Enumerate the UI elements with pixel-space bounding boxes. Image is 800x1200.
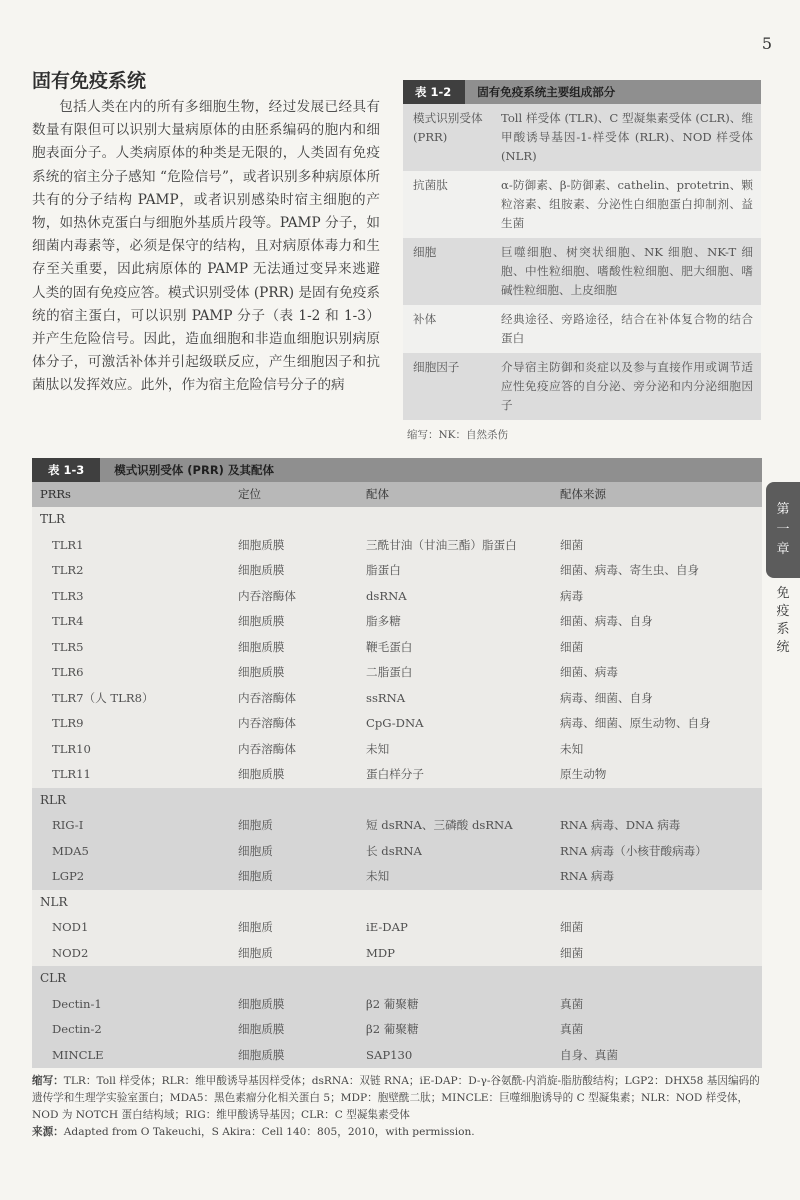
table-row: [32, 609, 762, 635]
table-1-2-header: [403, 80, 761, 104]
side-label-char: 系: [776, 622, 790, 637]
cell-prr: TLR1: [52, 537, 84, 552]
row-description: 经典途径、旁路途径，结合在补体复合物的结合蛋白: [501, 312, 753, 345]
cell-location: 细胞质: [238, 818, 273, 832]
cell-prr: TLR9: [52, 716, 84, 730]
table-row: [32, 558, 762, 584]
page-number: 5: [761, 34, 772, 53]
cell-ligand: dsRNA: [366, 588, 407, 603]
cell-ligand: ssRNA: [366, 690, 406, 705]
cell-location: 细胞质膜: [238, 537, 285, 552]
table-row: [32, 584, 762, 610]
table-row: [32, 635, 762, 661]
cell-ligand-source: 未知: [560, 741, 584, 756]
side-label-char: 疫: [776, 604, 790, 619]
cell-prr: TLR6: [52, 665, 84, 679]
cell-ligand-source: 细菌: [560, 639, 584, 654]
cell-location: 细胞质膜: [238, 1047, 285, 1062]
table-row: [32, 813, 762, 839]
cell-location: 细胞质膜: [238, 639, 285, 654]
cell-ligand-source: 细菌、病毒、自身: [560, 614, 653, 628]
cell-location: 细胞质: [238, 869, 273, 883]
table-row: [32, 1017, 762, 1043]
chapter-char: 第: [776, 502, 790, 517]
row-category: 细胞: [413, 245, 437, 259]
source-text: Adapted from O Takeuchi，S Akira：Cell 140：805，2010，with permission.: [63, 1126, 475, 1138]
cell-ligand: 二脂蛋白: [366, 665, 413, 679]
cell-ligand: CpG-DNA: [366, 716, 424, 730]
table-1-3-label: 表 1-3: [32, 458, 100, 482]
table-row: [32, 686, 762, 712]
row-description: α-防御素、β-防御素、cathelin、protetrin、颗粒溶素、组胺素、分泌性白细胞蛋白抑制剂、益生菌: [501, 178, 753, 230]
cell-ligand: iE-DAP: [366, 920, 408, 934]
cell-location: 细胞质膜: [238, 996, 285, 1011]
cell-ligand-source: 病毒: [560, 588, 584, 603]
group-name: CLR: [40, 971, 67, 985]
table-row: [32, 915, 762, 941]
table-1-3-header: [32, 458, 762, 482]
table-1-3-title: 模式识别受体 (PRR) 及其配体: [114, 463, 274, 477]
cell-prr: TLR10: [52, 741, 91, 756]
column-header-ligand: 配体: [366, 487, 389, 501]
table-group-nlr: [32, 890, 762, 967]
table-1-2-title: 固有免疫系统主要组成部分: [477, 85, 616, 99]
cell-ligand: β2 葡聚糖: [366, 996, 419, 1011]
cell-ligand: 鞭毛蛋白: [366, 639, 413, 654]
table-row: [32, 533, 762, 559]
row-category: 细胞因子: [413, 360, 460, 374]
table-row: [32, 941, 762, 967]
table-1-2-row: [403, 104, 761, 171]
cell-location: 细胞质膜: [238, 665, 285, 679]
cell-ligand: 长 dsRNA: [366, 843, 422, 858]
row-category: 抗菌肽: [413, 178, 448, 192]
column-header-ligand-source: 配体来源: [560, 487, 606, 501]
table-1-3-body: [32, 507, 762, 1068]
table-1-3-footer: [32, 1073, 767, 1141]
cell-location: 内吞溶酶体: [238, 588, 296, 603]
row-description: Toll 样受体 (TLR)、C 型凝集素受体 (CLR)、维甲酸诱导基因-1-样受体 (RLR)、NOD 样受体 (NLR): [501, 111, 753, 163]
row-category: 模式识别受体 (PRR): [413, 111, 483, 144]
chapter-side-tab: [766, 482, 800, 578]
cell-prr: Dectin-2: [52, 1022, 102, 1036]
column-header-prrs: PRRs: [40, 487, 71, 501]
group-name: TLR: [40, 512, 66, 526]
cell-ligand-source: 病毒、细菌、自身: [560, 690, 653, 705]
row-category: 补体: [413, 312, 437, 326]
cell-prr: LGP2: [52, 869, 85, 883]
cell-ligand-source: 细菌、病毒、寄生虫、自身: [560, 563, 700, 577]
table-group-rlr: [32, 788, 762, 890]
table-1-2-note: 缩写：NK：自然杀伤: [407, 429, 509, 441]
cell-ligand-source: 细菌: [560, 945, 584, 960]
cell-location: 细胞质膜: [238, 1022, 285, 1036]
table-1-2-label: 表 1-2: [403, 80, 465, 104]
section-title: 固有免疫系统: [32, 70, 147, 92]
cell-ligand-source: 真菌: [560, 996, 584, 1011]
side-label-char: 免: [776, 586, 790, 601]
column-header-location: 定位: [238, 487, 261, 501]
table-1-2-row: [403, 171, 761, 238]
cell-ligand-source: 病毒、细菌、原生动物、自身: [560, 716, 711, 730]
table-1-3: [32, 458, 762, 1068]
cell-location: 细胞质膜: [238, 614, 285, 628]
table-group-clr: [32, 966, 762, 1068]
table-row: [32, 711, 762, 737]
cell-ligand-source: 细菌、病毒: [560, 665, 618, 679]
cell-location: 内吞溶酶体: [238, 741, 296, 756]
cell-location: 细胞质: [238, 945, 273, 960]
table-row: [32, 992, 762, 1018]
cell-prr: TLR11: [52, 767, 91, 781]
cell-prr: TLR4: [52, 614, 84, 628]
chapter-char: 章: [776, 542, 790, 557]
cell-ligand-source: 原生动物: [560, 767, 607, 781]
cell-location: 内吞溶酶体: [238, 690, 296, 705]
row-description: 介导宿主防御和炎症以及参与直接作用或调节适应性免疫应答的自分泌、旁分泌和内分泌细胞因子: [501, 360, 753, 412]
cell-prr: MINCLE: [52, 1047, 104, 1062]
table-row: [32, 839, 762, 865]
abbreviations: [32, 1073, 767, 1124]
table-group-tlr: [32, 507, 762, 788]
table-row: [32, 1043, 762, 1069]
cell-ligand-source: RNA 病毒、DNA 病毒: [560, 818, 681, 832]
cell-ligand: SAP130: [366, 1047, 413, 1062]
cell-ligand: β2 葡聚糖: [366, 1022, 419, 1036]
cell-prr: Dectin-1: [52, 996, 102, 1011]
group-name: RLR: [40, 792, 67, 807]
cell-ligand-source: RNA 病毒（小核苷酸病毒）: [560, 843, 707, 858]
row-description: 巨噬细胞、树突状细胞、NK 细胞、NK-T 细胞、中性粒细胞、嗜酸性粒细胞、肥大细胞、嗜碱性粒细胞、上皮细胞: [501, 245, 753, 297]
cell-ligand-source: 细菌: [560, 537, 584, 552]
cell-ligand-source: RNA 病毒: [560, 869, 615, 883]
table-1-2-row: [403, 353, 761, 420]
cell-ligand-source: 自身、真菌: [560, 1047, 618, 1062]
cell-ligand-source: 真菌: [560, 1022, 584, 1036]
cell-location: 内吞溶酶体: [238, 716, 296, 730]
cell-prr: RIG-Ⅰ: [52, 818, 84, 832]
table-row: [32, 737, 762, 763]
group-name: NLR: [40, 894, 68, 909]
cell-location: 细胞质膜: [238, 563, 285, 577]
cell-location: 细胞质: [238, 843, 273, 858]
abbreviations-text: TLR：Toll 样受体；RLR：维甲酸诱导基因样受体；dsRNA：双链 RNA；iE-DAP：D-γ-谷氨酰-内消旋-脂肪酸结构；LGP2：DHX58 基因编码的遗传学和生理学实验室蛋白；MDA5：黑色素瘤分化相关蛋白 5；MDP：胞壁酰二肽；MINCLE：巨噬细胞诱导的 C 型凝集素；NLR：NOD 样受体，NOD 为 NOTCH 蛋白结构域；RIG：维甲酸诱导基因；CLR：C 型凝集素受体: [32, 1075, 760, 1121]
cell-ligand: 未知: [366, 741, 390, 756]
body-paragraph: 包括人类在内的所有多细胞生物，经过发展已经具有数量有限但可以识别大量病原体的由胚系编码的胞内和细胞表面分子。人类病原体的种类是无限的，人类固有免疫系统的宿主分子感知 “危险信号”，或者识别多种病原体所共有的分子结构 PAMP，或者识别感染时宿主细胞的产物，如热休克蛋白与细胞外基质片段等。PAMP 分子，如细菌内毒素等，必须是保守的结构，且对病原体毒力和生存至关重要，因此病原体的 PAMP 无法通过变异来逃避人类的固有免疫应答。模式识别受体 (PRR) 是固有免疫系统的宿主蛋白，可以识别 PAMP 分子（表 1-2 和 1-3）并产生危险信号。因此，造血细胞和非造血细胞识别病原体分子，可激活补体并引起级联反应，产生细胞因子和抗菌肽以发挥效应。此外，作为宿主危险信号分子的病: [32, 99, 380, 394]
table-1-2: [403, 80, 761, 442]
cell-location: 细胞质: [238, 920, 273, 934]
cell-location: 细胞质膜: [238, 767, 285, 781]
source-note: [32, 1124, 767, 1141]
table-1-2-body: [403, 104, 761, 420]
chapter-side-label: [773, 585, 793, 657]
cell-ligand: 三酰甘油（甘油三酯）脂蛋白: [366, 537, 517, 552]
side-label-char: 统: [776, 640, 790, 655]
cell-prr: TLR2: [52, 563, 84, 577]
abbreviations-label: 缩写：: [32, 1075, 64, 1087]
chapter-char: 一: [776, 522, 790, 537]
cell-ligand: 未知: [366, 869, 390, 883]
cell-ligand: MDP: [366, 945, 395, 960]
cell-prr: TLR7（人 TLR8）: [52, 690, 154, 705]
source-label: 来源：: [32, 1126, 64, 1138]
cell-prr: MDA5: [52, 843, 89, 858]
table-1-2-row: [403, 305, 761, 353]
cell-prr: TLR3: [52, 588, 84, 603]
cell-ligand: 脂蛋白: [366, 563, 401, 577]
cell-ligand-source: 细菌: [560, 920, 584, 934]
body-text: [32, 96, 380, 398]
cell-prr: TLR5: [52, 639, 84, 654]
table-1-3-column-headers: [32, 482, 762, 507]
cell-ligand: 短 dsRNA、三磷酸 dsRNA: [366, 818, 513, 832]
cell-prr: NOD2: [52, 945, 89, 960]
cell-ligand: 脂多糖: [366, 614, 401, 628]
table-1-2-row: [403, 238, 761, 305]
table-row: [32, 864, 762, 890]
cell-prr: NOD1: [52, 920, 89, 934]
table-row: [32, 762, 762, 788]
cell-ligand: 蛋白样分子: [366, 767, 424, 781]
table-row: [32, 660, 762, 686]
